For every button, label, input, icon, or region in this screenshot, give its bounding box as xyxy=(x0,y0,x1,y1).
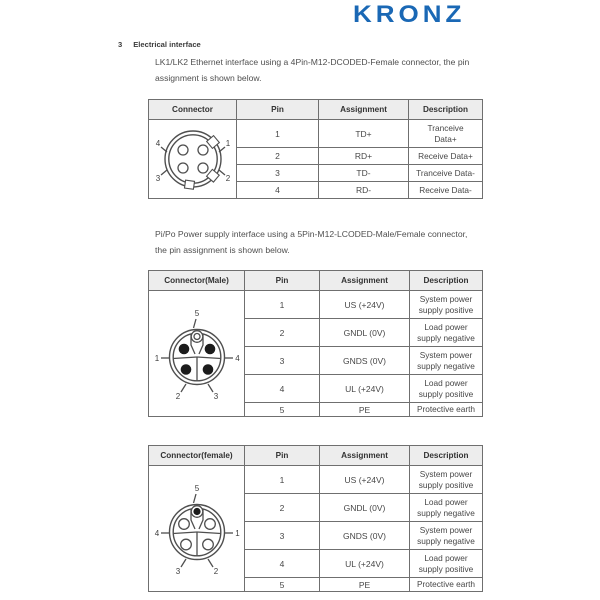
pin-cell: 1 xyxy=(237,120,319,148)
description-cell xyxy=(410,403,483,417)
pin-cell: 5 xyxy=(245,403,320,417)
description-line: System power xyxy=(419,469,473,479)
pin-label: 2 xyxy=(175,391,180,401)
pin-label: 3 xyxy=(213,391,218,401)
assignment-cell: GNDL (0V) xyxy=(320,319,410,347)
col-header-assignment: Assignment xyxy=(320,446,410,466)
pin-cell: 4 xyxy=(245,375,320,403)
description-line: Tranceive Data- xyxy=(416,167,475,178)
description-line: Load power xyxy=(424,322,468,332)
description-line: supply negative xyxy=(417,360,475,371)
col-header-assignment: Assignment xyxy=(319,100,409,120)
pin-cell: 5 xyxy=(245,578,320,592)
assignment-cell: UL (+24V) xyxy=(320,375,410,403)
connector-diagram-cell xyxy=(149,120,237,199)
assignment-cell: UL (+24V) xyxy=(320,550,410,578)
description-cell xyxy=(409,148,483,165)
pin-cell: 3 xyxy=(245,347,320,375)
col-header-connector: Connector xyxy=(149,100,237,120)
pin-cell: 1 xyxy=(245,466,320,494)
pin-cell: 2 xyxy=(237,148,319,165)
pin-label: 2 xyxy=(225,174,230,183)
description-line: supply positive xyxy=(418,479,474,490)
description-cell xyxy=(409,182,483,199)
description-line: supply negative xyxy=(417,535,475,546)
description-cell xyxy=(410,522,483,550)
col-header-description: Description xyxy=(409,100,483,120)
pin-cell: 3 xyxy=(245,522,320,550)
description-line: System power xyxy=(419,350,473,360)
assignment-cell: GNDS (0V) xyxy=(320,347,410,375)
description-cell xyxy=(410,578,483,592)
assignment-cell: RD- xyxy=(319,182,409,199)
m12-4pin-dcoded-female-icon xyxy=(150,121,236,197)
description-line: Receive Data- xyxy=(419,184,472,195)
pin-label: 1 xyxy=(154,353,159,363)
description-cell xyxy=(410,375,483,403)
description-cell xyxy=(409,165,483,182)
section-heading xyxy=(118,40,201,49)
ethernet-pin-table xyxy=(148,99,483,199)
pin-cell: 2 xyxy=(245,319,320,347)
power-female-pin-table xyxy=(148,445,483,592)
intro-power xyxy=(155,227,467,258)
description-line: Data+ xyxy=(434,133,457,144)
description-cell xyxy=(410,494,483,522)
pin-cell: 2 xyxy=(245,494,320,522)
power-male-pin-table xyxy=(148,270,483,417)
connector-diagram-cell xyxy=(149,466,245,592)
pin-cell: 1 xyxy=(245,291,320,319)
col-header-pin: Pin xyxy=(237,100,319,120)
description-line: Protective earth xyxy=(416,579,476,590)
assignment-cell: PE xyxy=(320,403,410,417)
col-header-assignment: Assignment xyxy=(320,271,410,291)
pin-label: 4 xyxy=(155,139,160,148)
pin-label: 1 xyxy=(234,528,240,538)
pin-label: 5 xyxy=(194,308,199,318)
description-line: supply positive xyxy=(418,388,474,399)
assignment-cell: US (+24V) xyxy=(320,291,410,319)
pin-label: 2 xyxy=(213,566,218,576)
intro-line: LK1/LK2 Ethernet interface using a 4Pin-M12-DCODED-Female connector, the pin xyxy=(155,57,470,67)
col-header-description: Description xyxy=(410,271,483,291)
assignment-cell: TD- xyxy=(319,165,409,182)
description-cell xyxy=(410,319,483,347)
intro-line: assignment is shown below. xyxy=(155,72,262,83)
description-line: supply negative xyxy=(417,332,475,343)
assignment-cell: TD+ xyxy=(319,120,409,148)
description-line: Protective earth xyxy=(416,404,476,415)
pin-label: 3 xyxy=(175,566,180,576)
assignment-cell: GNDL (0V) xyxy=(320,494,410,522)
description-cell xyxy=(410,291,483,319)
pin-cell: 3 xyxy=(237,165,319,182)
pin-label: 5 xyxy=(194,483,199,493)
intro-ethernet xyxy=(155,55,469,86)
description-cell xyxy=(409,120,483,148)
description-line: System power xyxy=(419,525,473,535)
description-cell xyxy=(410,347,483,375)
brand-logo: KRONZ xyxy=(353,0,466,28)
description-line: Load power xyxy=(424,378,468,388)
col-header-pin: Pin xyxy=(245,446,320,466)
pin-cell: 4 xyxy=(245,550,320,578)
description-line: supply positive xyxy=(418,563,474,574)
col-header-pin: Pin xyxy=(245,271,320,291)
pin-label: 4 xyxy=(234,353,240,363)
description-line: System power xyxy=(419,294,473,304)
assignment-cell: PE xyxy=(320,578,410,592)
intro-line: the pin assignment is shown below. xyxy=(155,244,290,255)
description-cell xyxy=(410,550,483,578)
col-header-connector: Connector(female) xyxy=(149,446,245,466)
description-line: Tranceive xyxy=(427,123,464,133)
description-line: Receive Data+ xyxy=(418,150,473,161)
pin-label: 3 xyxy=(155,174,160,183)
assignment-cell: RD+ xyxy=(319,148,409,165)
pin-label: 1 xyxy=(225,139,230,148)
description-line: Load power xyxy=(424,553,468,563)
assignment-cell: US (+24V) xyxy=(320,466,410,494)
col-header-description: Description xyxy=(410,446,483,466)
description-line: supply negative xyxy=(417,507,475,518)
m12-5pin-lcoded-female-icon xyxy=(151,481,243,577)
description-cell xyxy=(410,466,483,494)
pin-label: 4 xyxy=(154,528,159,538)
section-number: 3 xyxy=(118,40,123,49)
pin-cell: 4 xyxy=(237,182,319,199)
col-header-connector: Connector(Male) xyxy=(149,271,245,291)
description-line: supply positive xyxy=(418,304,474,315)
m12-5pin-lcoded-male-icon xyxy=(151,306,243,402)
description-line: Load power xyxy=(424,497,468,507)
intro-line: Pi/Po Power supply interface using a 5Pin-M12-LCODED-Male/Female connector, xyxy=(155,229,468,239)
assignment-cell: GNDS (0V) xyxy=(320,522,410,550)
section-title: Electrical interface xyxy=(133,40,201,49)
connector-diagram-cell xyxy=(149,291,245,417)
